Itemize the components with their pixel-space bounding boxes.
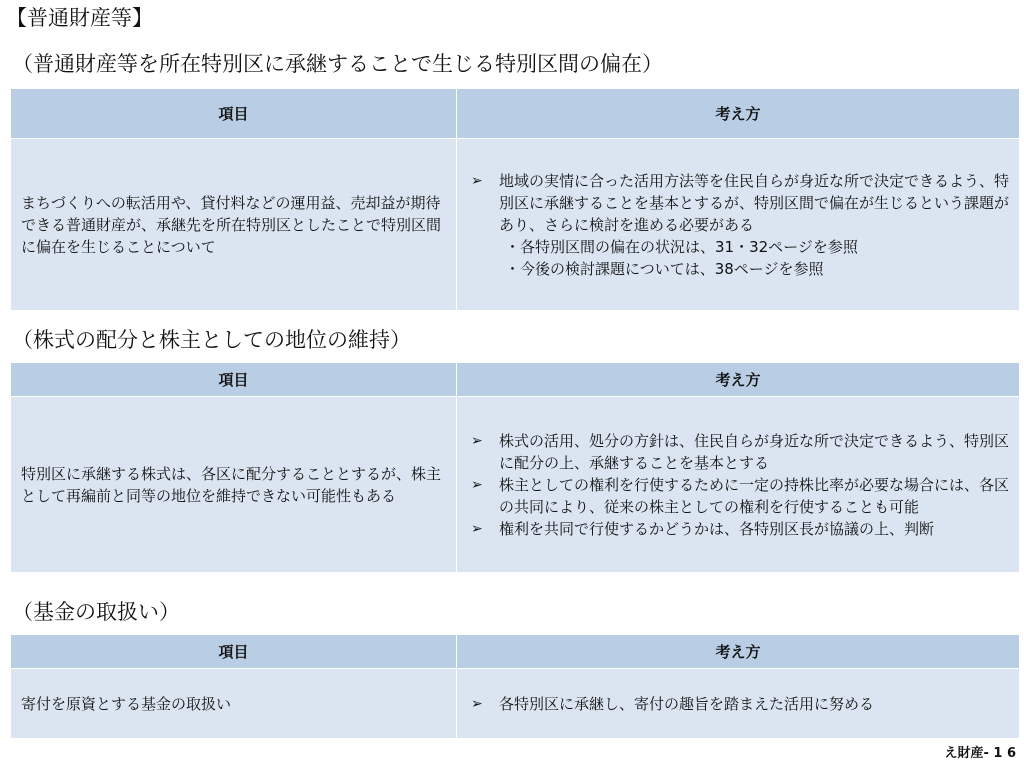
- bullet-list: [467, 170, 1009, 236]
- header-item: 項目: [11, 635, 457, 669]
- section-title-funds: （基金の取扱い）: [12, 600, 180, 624]
- arrow-bullet-icon: ➢: [471, 172, 483, 189]
- bullet-text: 地域の実情に合った活用方法等を住民自らが身近な所で決定できるよう、特別区に承継することを基本とするが、特別区間で偏在が生じるという課題があり、さらに検討を進める必要がある: [499, 171, 1010, 234]
- header-approach: 考え方: [457, 635, 1020, 669]
- arrow-bullet-icon: ➢: [471, 520, 483, 537]
- header-approach: 考え方: [457, 363, 1020, 397]
- bullet-item: [467, 430, 1009, 474]
- arrow-bullet-icon: ➢: [471, 695, 483, 712]
- bullet-text: 株式の活用、処分の方針は、住民自らが身近な所で決定できるよう、特別区に配分の上、承継することを基本とする: [499, 431, 1010, 472]
- bullet-item: [467, 170, 1009, 236]
- bullet-item: [467, 518, 1009, 540]
- arrow-bullet-icon: ➢: [471, 432, 483, 449]
- table-shares: [10, 362, 1020, 573]
- section-title-shares: （株式の配分と株主としての地位の維持）: [12, 328, 411, 352]
- item-cell: 特別区に承継する株式は、各区に配分することとするが、株主として再編前と同等の地位を維持できない可能性もある: [11, 397, 457, 573]
- approach-cell: [457, 669, 1020, 739]
- table-funds: [10, 634, 1020, 739]
- bullet-list: [467, 693, 1009, 715]
- note-imbalance-status: ・各特別区間の偏在の状況は、31・32ページを参照: [505, 237, 858, 256]
- approach-cell: [457, 139, 1020, 311]
- header-approach: 考え方: [457, 89, 1020, 139]
- section-title-property-imbalance: （普通財産等を所在特別区に承継することで生じる特別区間の偏在）: [12, 52, 663, 76]
- bullet-item: [467, 474, 1009, 518]
- bullet-text: 株主としての権利を行使するために一定の持株比率が必要な場合には、各区の共同により、従来の株主としての権利を行使することも可能: [499, 475, 1010, 516]
- bullet-item: [467, 693, 1009, 715]
- header-item: 項目: [11, 363, 457, 397]
- page-heading: 【普通財産等】: [6, 6, 153, 30]
- item-cell: 寄付を原資とする基金の取扱い: [11, 669, 457, 739]
- header-item: 項目: [11, 89, 457, 139]
- item-cell: まちづくりへの転活用や、貸付料などの運用益、売却益が期待できる普通財産が、承継先を所在特別区としたことで特別区間に偏在を生じることについて: [11, 139, 457, 311]
- page-number: え財産- 1 6: [944, 746, 1016, 761]
- bullet-list: [467, 430, 1009, 540]
- bullet-text: 各特別区に承継し、寄付の趣旨を踏まえた活用に努める: [499, 694, 875, 713]
- approach-cell: [457, 397, 1020, 573]
- table-property-imbalance: [10, 88, 1020, 311]
- arrow-bullet-icon: ➢: [471, 476, 483, 493]
- bullet-text: 権利を共同で行使するかどうかは、各特別区長が協議の上、判断: [499, 519, 935, 538]
- note-future-issues: ・今後の検討課題については、38ページを参照: [505, 259, 824, 278]
